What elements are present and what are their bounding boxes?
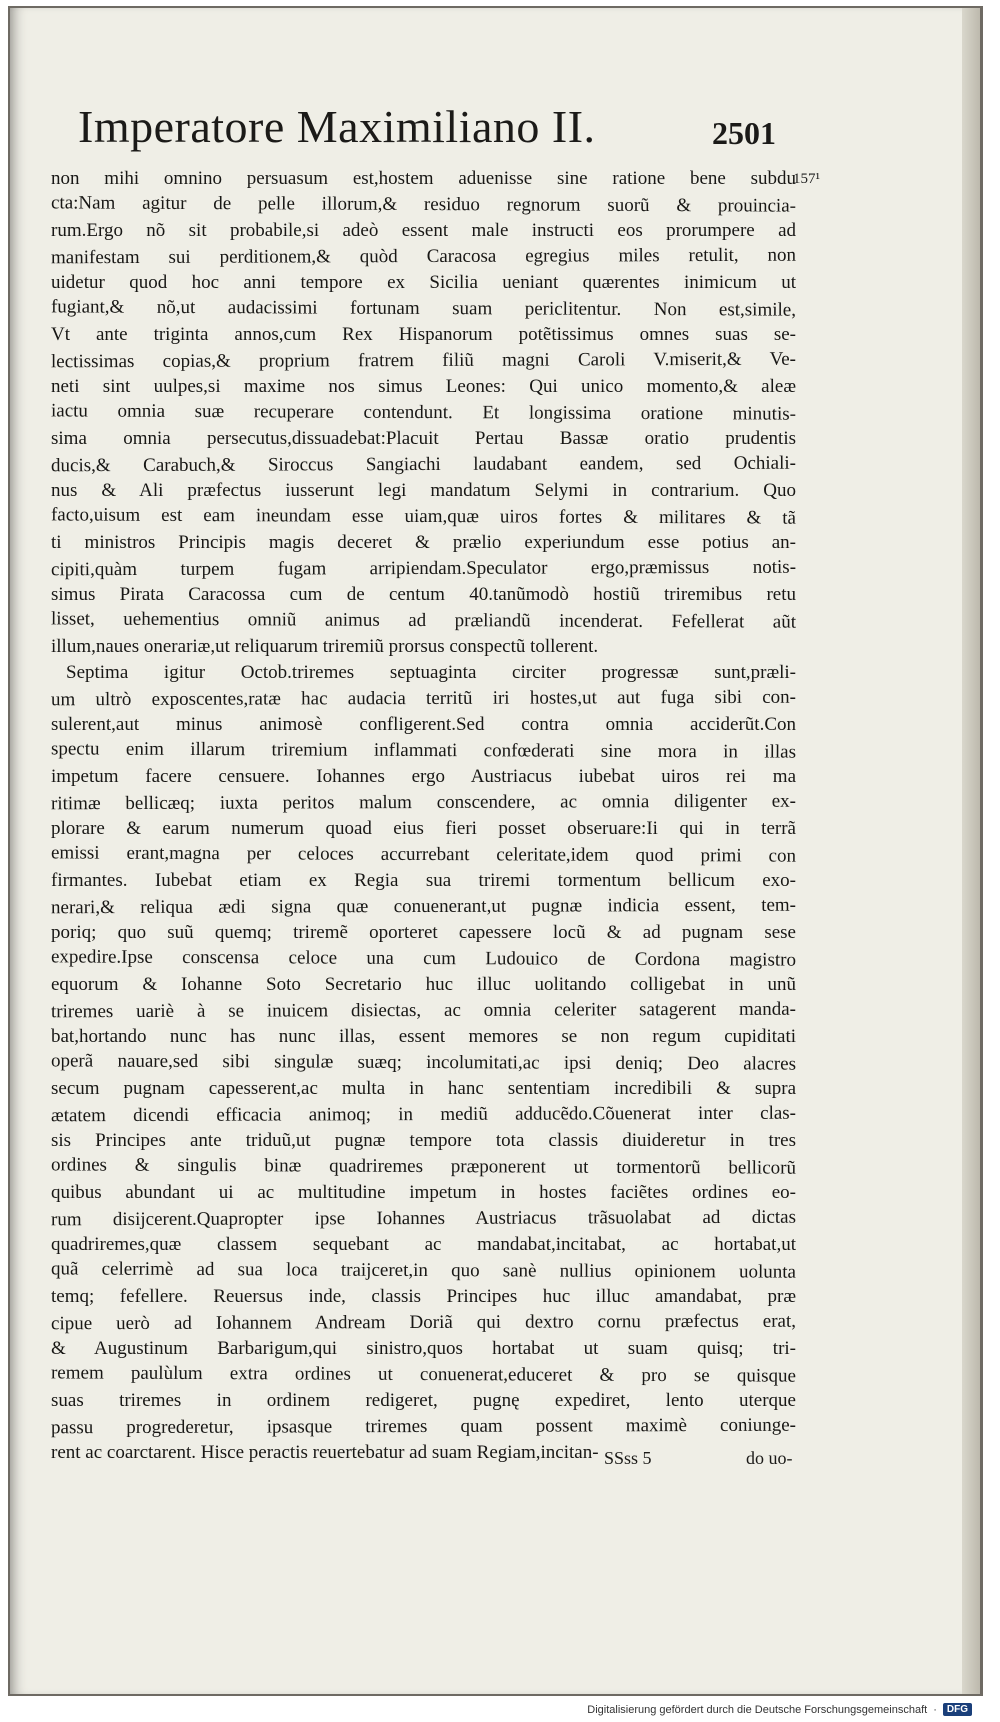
- text-line: impetum facere censuere. Iohannes ergo Austriacus iubebat uiros rei ma: [51, 766, 796, 787]
- text-line: secum pugnam capesserent,ac multa in hanc sententiam incredibili & supra: [51, 1078, 796, 1099]
- margin-year-note: 157¹: [793, 171, 820, 187]
- text-line: lisset, uehementius omniũ animus ad præliandũ incenderat. Fefellerat aũt: [50, 608, 797, 633]
- running-title: Imperatore Maximiliano II.: [78, 101, 596, 152]
- text-line: quadriremes,quæ classem sequebant ac mandabat,incitabat, ac hortabat,ut: [51, 1234, 796, 1255]
- text-line: expedire.Ipse conscensa celoce una cum Ludouico de Cordona magistro: [50, 946, 797, 971]
- text-line: & Augustinum Barbarigum,qui sinistro,quos hortabat ut suam quisq; tri-: [51, 1338, 796, 1359]
- text-line: simus Pirata Caracossa cum de centum 40.tanũmodò hostiũ triremibus retu: [51, 584, 796, 605]
- text-line: ætatem dicendi efficacia animoq; in mediũ adducẽdo.Cõuenerat inter clas-: [50, 1102, 797, 1127]
- text-line: facto,uisum est eam ineundam esse uiam,quæ uiros fortes & militares & tã: [50, 504, 797, 529]
- text-line: Vt ante triginta annos,cum Rex Hispanorum potẽtissimus omnes suas se-: [51, 324, 796, 345]
- text-line: neti sint uulpes,si maxime nos simus Leones: Qui unico momento,& aleæ: [51, 376, 796, 397]
- page-edge: [962, 8, 980, 1694]
- text-line: quibus abundant ui ac multitudine impetum in hostes faciẽtes ordines eo-: [51, 1182, 796, 1203]
- text-line: remem paulùlum extra ordines ut conuenerat,educeret & pro se quisque: [50, 1362, 797, 1387]
- catchword: do uo-: [746, 1448, 793, 1468]
- body-text: [51, 166, 796, 1466]
- text-line: Septima igitur Octob.triremes septuaginta circiter progressæ sunt,præli-: [66, 662, 796, 683]
- text-line: sulerent,aut minus animosè confligerent.Sed contra omnia acciderũt.Con: [51, 714, 796, 735]
- text-line: cipue uerò ad Iohannem Andream Doriã qui dextro cornu præfectus erat,: [50, 1310, 797, 1335]
- separator: ·: [933, 1703, 937, 1716]
- text-line: passu progrederetur, ipsasque triremes quam possent maximè coniunge-: [50, 1414, 797, 1439]
- credit-text: Digitalisierung gefördert durch die Deutsche Forschungsgemeinschaft: [587, 1703, 928, 1716]
- text-line: um ultrò exposcentes,ratæ hac audacia territũ iri hostes,ut aut fuga sibi con-: [50, 686, 797, 711]
- text-line: ordines & singulis binæ quadriremes præponerent ut tormentorũ bellicorũ: [50, 1154, 797, 1179]
- text-line: poriq; quo suũ quemq; triremẽ oporteret capessere locũ & ad pugnam sese: [51, 922, 796, 943]
- text-line: operã nauare,sed sibi singulæ suæq; incolumitati,ac ipsi deniq; Deo alacres: [50, 1050, 797, 1075]
- text-line: rum.Ergo nõ sit probabile,si adeò essent male instructi eos prorumpere ad: [51, 220, 796, 241]
- text-line: nus & Ali præfectus iusserunt legi mandatum Selymi in contrarium. Quo: [51, 480, 796, 501]
- text-line: ducis,& Carabuch,& Siroccus Sangiachi laudabant eandem, sed Ochiali-: [50, 452, 797, 477]
- text-line: suas triremes in ordinem redigeret, pugnę expediret, lento uterque: [51, 1390, 796, 1411]
- text-line: ritimæ bellicæq; iuxta peritos malum conscendere, ac omnia diligenter ex-: [50, 790, 797, 815]
- page-number: 2501: [712, 115, 776, 151]
- text-line: manifestam sui perditionem,& quòd Caracosa egregius miles retulit, non: [50, 244, 797, 269]
- text-line: plorare & earum numerum quoad eius fieri posset obseruare:Ii qui in terrã: [51, 818, 796, 839]
- text-line: uidetur quod hoc anni tempore ex Sicilia ueniant quærentes inimicum ut: [51, 272, 796, 293]
- text-line: illum,naues onerariæ,ut reliquarum triremiũ prorsus conspectũ tollerent.: [51, 636, 599, 657]
- signature-mark: SSss 5: [604, 1448, 652, 1468]
- text-line: equorum & Iohanne Soto Secretario huc illuc uolitando colligebat in unũ: [51, 974, 796, 995]
- text-line: non mihi omnino persuasum est,hostem aduenisse sine ratione bene subdu: [51, 168, 796, 189]
- text-line: ti ministros Principis magis deceret & prælio experiundum esse potius an-: [51, 532, 796, 553]
- text-line: lectissimas copias,& proprium fratrem filiũ magni Caroli V.miserit,& Ve-: [50, 348, 797, 373]
- text-line: temq; fefellere. Reuersus inde, classis Principes huc illuc amandabat, præ: [51, 1286, 796, 1307]
- digitization-credit: [587, 1703, 972, 1716]
- text-line: emissi erant,magna per celoces accurrebant celeritate,idem quod primi con: [50, 842, 797, 867]
- text-line: triremes uariè à se inuicem disiectas, ac omnia celeriter satagerent manda-: [50, 998, 797, 1023]
- text-line: quã celerrimè ad sua loca traijceret,in quo sanè nullius opinionem uolunta: [50, 1258, 797, 1283]
- text-line: cta:Nam agitur de pelle illorum,& residuo regnorum suorũ & prouincia-: [50, 192, 797, 217]
- text-line: rum disijcerent.Quapropter ipse Iohannes Austriacus trãsuolabat ad dictas: [50, 1206, 797, 1231]
- text-line: firmantes. Iubebat etiam ex Regia sua triremi tormentum bellicum exo-: [51, 870, 796, 891]
- text-line: spectu enim illarum triremium inflammati confœderati sine mora in illas: [50, 738, 797, 763]
- dfg-logo-icon: DFG: [943, 1703, 972, 1716]
- text-line: sis Principes ante triduũ,ut pugnæ tempore tota classis diuideretur in tres: [51, 1130, 796, 1151]
- text-line: sima omnia persecutus,dissuadebat:Placuit Pertau Bassæ oratio prudentis: [51, 428, 796, 449]
- text-line: iactu omnia suæ recuperare contendunt. Et longissima oratione minutis-: [50, 400, 797, 425]
- text-line: bat,hortando nunc has nunc illas, essent memores se non regum cupiditati: [51, 1026, 796, 1047]
- text-line: fugiant,& nõ,ut audacissimi fortunam suam periclitentur. Non est,simile,: [50, 296, 797, 321]
- text-line: rent ac coarctarent. Hisce peractis reuertebatur ad suam Regiam,incitan-: [51, 1442, 599, 1463]
- text-line: nerari,& reliqua ædi signa quæ conuenerant,ut pugnæ indicia essent, tem-: [50, 894, 797, 919]
- text-line: cipiti,quàm turpem fugam arripiendam.Speculator ergo,præmissus notis-: [50, 556, 797, 581]
